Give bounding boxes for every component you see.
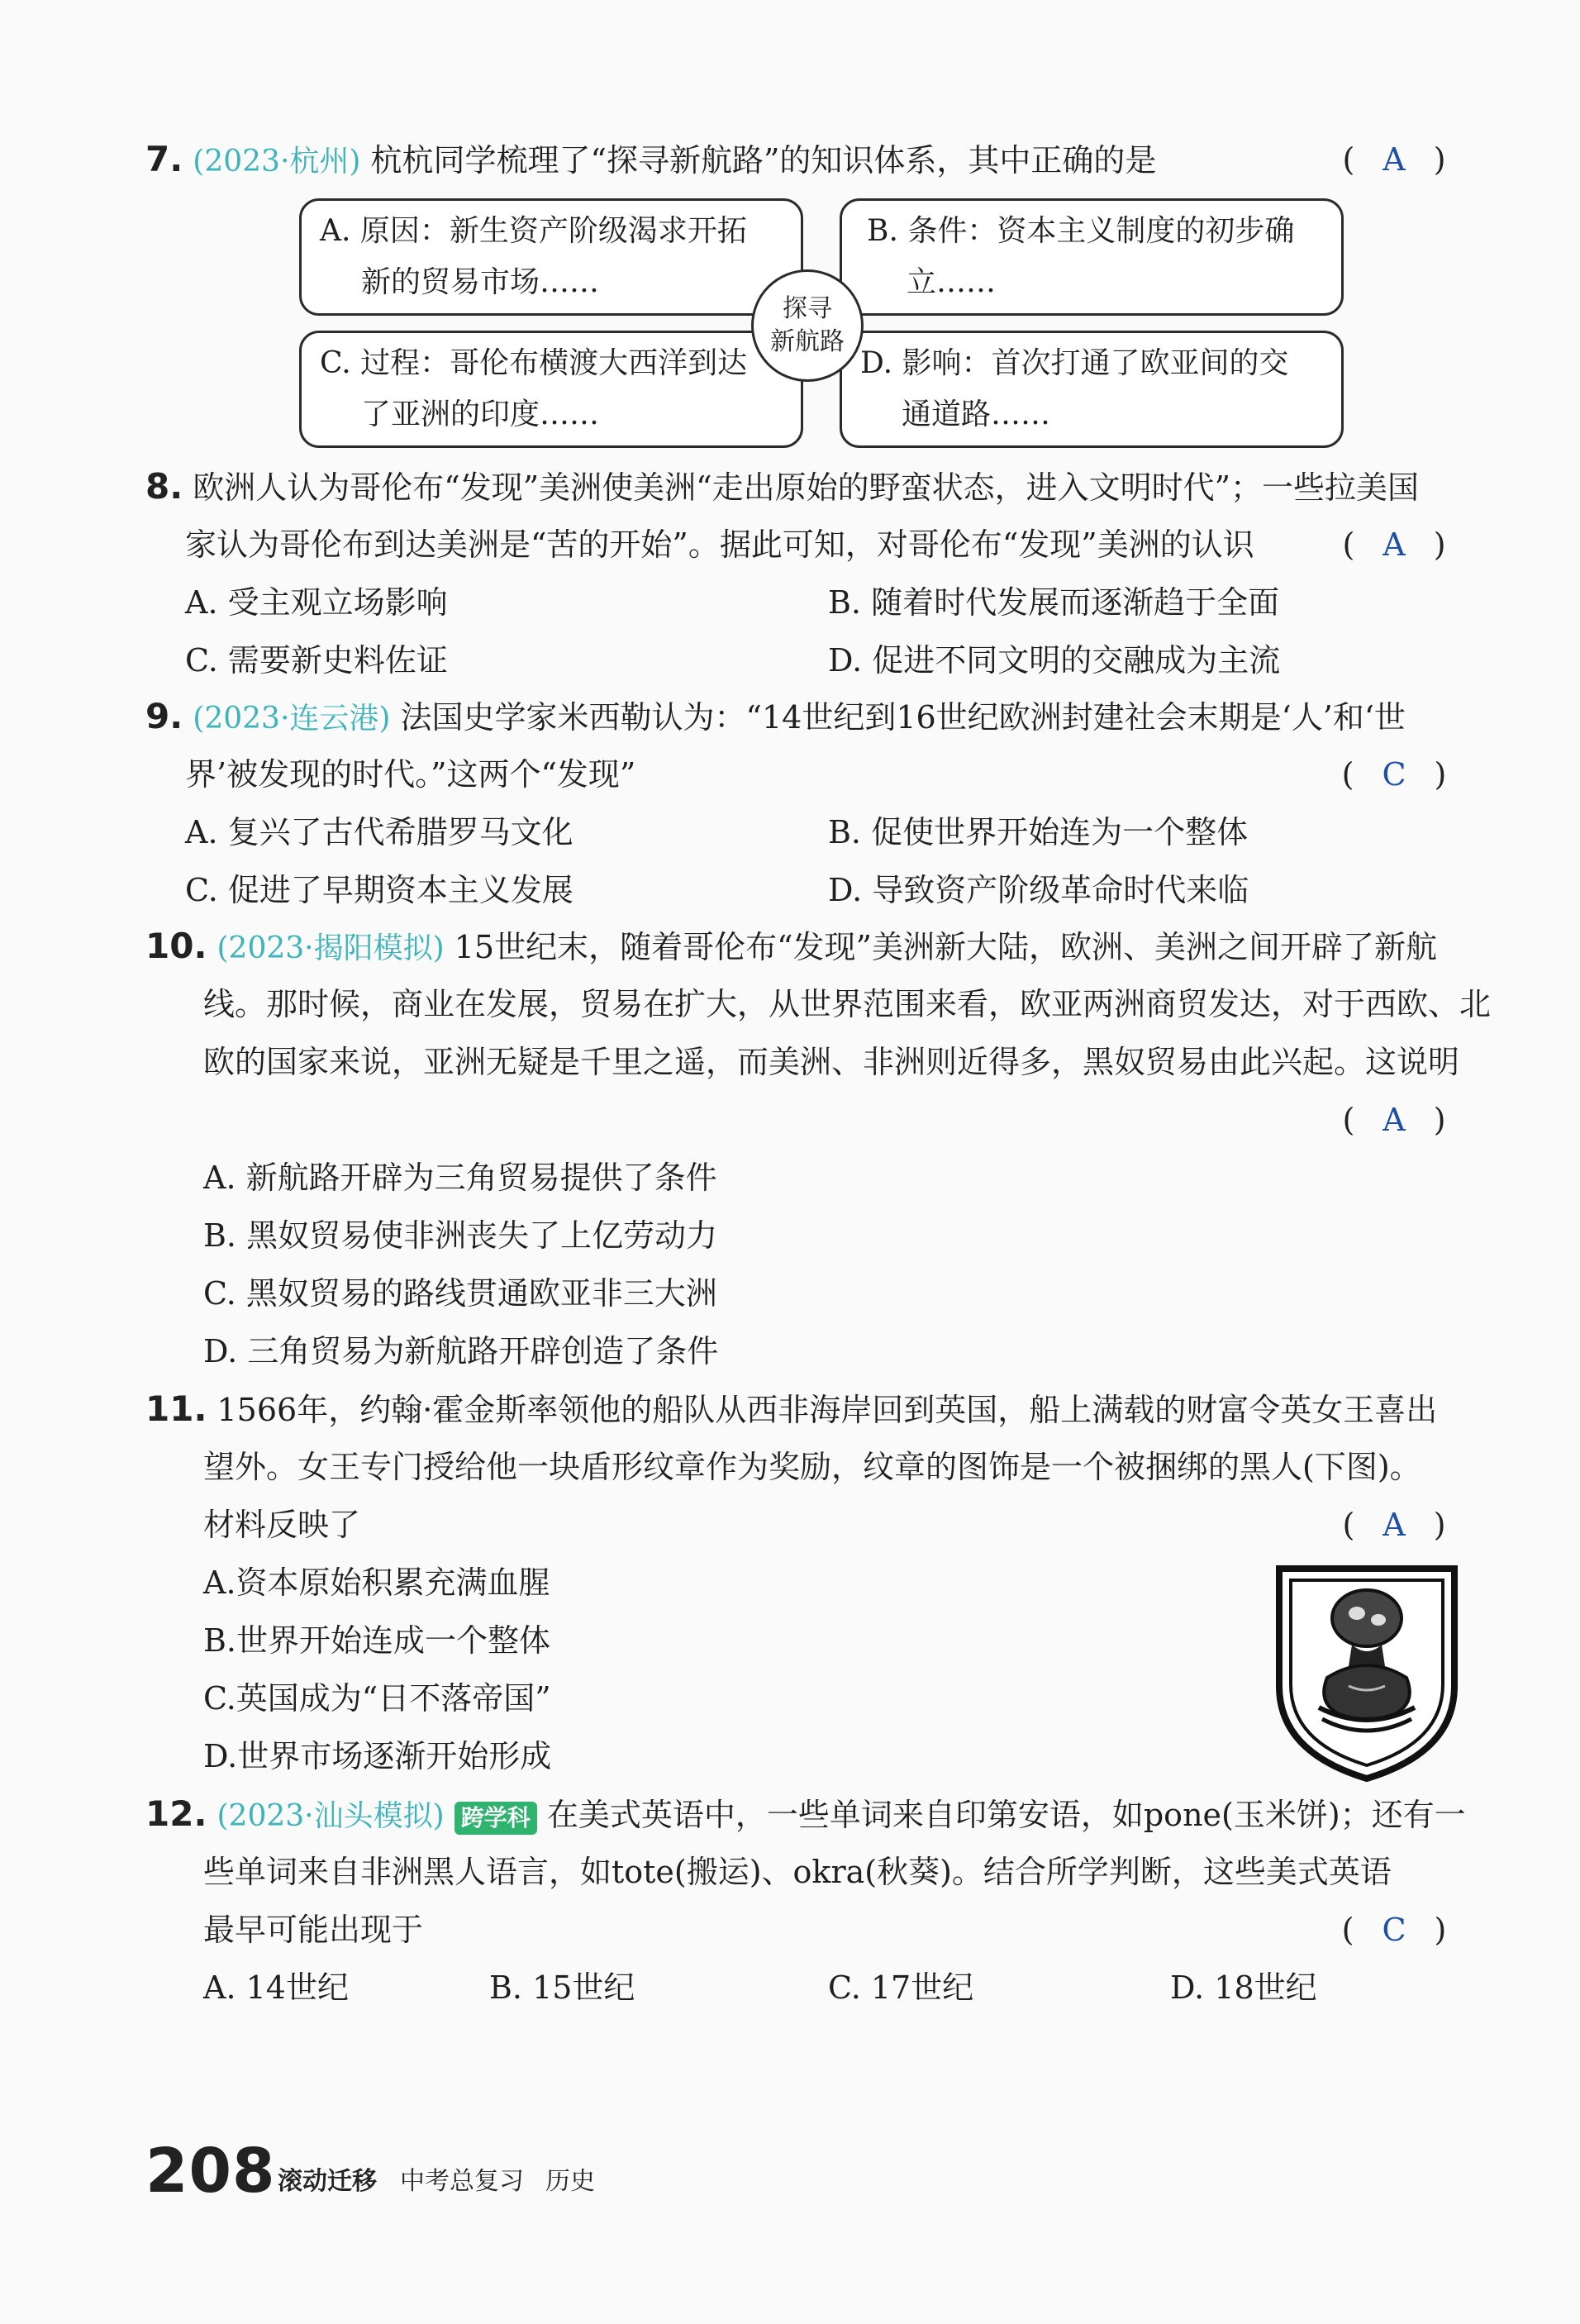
option-a: A.资本原始积累充满血腥 — [203, 1564, 550, 1601]
question-number: 9. — [145, 696, 183, 736]
question-number: 8. — [145, 466, 183, 507]
question-text: 在美式英语中，一些单词来自印第安语，如pone(玉米饼)；还有一 — [546, 1797, 1466, 1833]
subject-label: 历史 — [545, 2167, 595, 2196]
question-12-line-2 — [203, 1846, 1392, 1898]
diagram-box-c — [299, 331, 803, 448]
question-text: 家认为哥伦布到达美洲是“苦的开始”。据此可知，对哥伦布“发现”美洲的认识 — [185, 526, 1254, 563]
option-b: B. 促使世界开始连为一个整体 — [828, 814, 1249, 850]
diagram-text: A. 原因：新生资产阶级渴求开拓 — [320, 214, 747, 248]
answer-bracket: ( A ) — [1342, 1102, 1446, 1138]
question-text: 最早可能出现于 — [203, 1912, 424, 1948]
option-d: D. 三角贸易为新航路开辟创造了条件 — [203, 1333, 719, 1369]
option-c: C. 黑奴贸易的路线贯通欧亚非三大洲 — [203, 1275, 717, 1312]
answer-bracket: ( A ) — [1342, 141, 1446, 178]
question-10-line-3 — [203, 1036, 1459, 1088]
answer-bracket: ( A ) — [1342, 526, 1446, 563]
diagram-box-d — [840, 331, 1344, 448]
question-text: 1566年，约翰·霍金斯率领他的船队从西非海岸回到英国，船上满载的财富令英女王喜出 — [217, 1392, 1438, 1428]
question-number: 10. — [145, 926, 207, 966]
question-text: 15世纪末，随着哥伦布“发现”美洲新大陆，欧洲、美洲之间开辟了新航 — [454, 929, 1437, 965]
diagram-text: 新的贸易市场…… — [361, 265, 600, 299]
option-b: B.世界开始连成一个整体 — [203, 1622, 551, 1659]
answer-letter: A — [1382, 526, 1406, 563]
option-a: A. 新航路开辟为三角贸易提供了条件 — [203, 1160, 717, 1196]
question-11-line-1 — [145, 1383, 1437, 1435]
answer-letter: A — [1382, 1507, 1406, 1543]
question-text: 些单词来自非洲黑人语言，如tote(搬运)、okra(秋葵)。结合所学判断，这些美式英语 — [203, 1854, 1392, 1890]
diagram-box-b — [840, 198, 1344, 316]
question-text: 线。那时候，商业在发展，贸易在扩大，从世界范围来看，欧亚两洲商贸发达，对于西欧、北 — [203, 986, 1492, 1022]
question-7-stem — [145, 134, 1156, 185]
question-text: 法国史学家米西勒认为：“14世纪到16世纪欧洲封建社会末期是‘人’和‘世 — [400, 699, 1406, 736]
question-text: 欧的国家来说，亚洲无疑是千里之遥，而美洲、非洲则近得多，黑奴贸易由此兴起。这说明 — [203, 1044, 1460, 1080]
question-12-line-1 — [145, 1788, 1466, 1840]
answer-bracket: ( C ) — [1341, 1912, 1447, 1948]
question-10-line-2 — [203, 979, 1491, 1030]
question-text: 杭杭同学梳理了“探寻新航路”的知识体系，其中正确的是 — [370, 142, 1157, 179]
diagram-text: 通道路…… — [902, 398, 1051, 431]
question-number: 12. — [145, 1793, 207, 1834]
answer-letter: C — [1382, 756, 1406, 793]
option-d: D. 18世纪 — [1170, 1969, 1317, 2006]
question-11-line-2 — [203, 1441, 1421, 1493]
question-9-line-1 — [145, 691, 1406, 742]
hub-text: 探寻 — [783, 294, 832, 323]
option-a: A. 复兴了古代希腊罗马文化 — [185, 814, 573, 850]
diagram-text: 了亚洲的印度…… — [361, 398, 600, 431]
question-source: (2023·汕头模拟) — [217, 1799, 445, 1833]
question-9-line-2 — [185, 749, 635, 800]
option-a: A. 14世纪 — [203, 1969, 349, 2006]
question-source: (2023·揭阳模拟) — [217, 931, 445, 965]
option-c: C.英国成为“日不落帝国” — [203, 1680, 551, 1717]
book-title: 中考总复习 — [400, 2167, 524, 2196]
series-title: 滚动迁移 — [278, 2167, 377, 2196]
answer-letter: A — [1382, 1102, 1406, 1138]
diagram-text: D. 影响：首次打通了欧亚间的交 — [860, 346, 1289, 380]
page-number: 208 — [145, 2136, 276, 2207]
option-d: D.世界市场逐渐开始形成 — [203, 1738, 552, 1774]
question-8-line-1 — [145, 461, 1419, 512]
question-text: 欧洲人认为哥伦布“发现”美洲使美洲“走出原始的野蛮状态，进入文明时代”；一些拉美国 — [193, 469, 1419, 506]
cross-discipline-tag: 跨学科 — [454, 1802, 537, 1835]
question-source: (2023·连云港) — [193, 702, 391, 736]
question-8-line-2 — [185, 519, 1254, 570]
answer-bracket: ( A ) — [1342, 1507, 1446, 1543]
option-c: C. 17世纪 — [828, 1969, 974, 2006]
option-a: A. 受主观立场影响 — [185, 584, 448, 621]
question-text: 界’被发现的时代。”这两个“发现” — [185, 756, 636, 793]
option-d: D. 促进不同文明的交融成为主流 — [828, 642, 1281, 679]
option-d: D. 导致资产阶级革命时代来临 — [828, 872, 1249, 908]
option-c: C. 促进了早期资本主义发展 — [185, 872, 573, 908]
question-number: 11. — [145, 1388, 207, 1429]
diagram-text: 立…… — [907, 265, 997, 299]
diagram-text: B. 条件：资本主义制度的初步确 — [867, 214, 1295, 248]
answer-letter: A — [1382, 141, 1406, 178]
diagram-box-a — [299, 198, 803, 316]
question-10-line-1 — [145, 921, 1437, 972]
question-number: 7. — [145, 139, 183, 179]
question-source: (2023·杭州) — [193, 145, 361, 179]
diagram-hub — [751, 269, 864, 382]
answer-letter: C — [1382, 1912, 1406, 1948]
question-11-line-3 — [203, 1499, 360, 1550]
question-12-line-3 — [203, 1904, 423, 1955]
diagram-text: C. 过程：哥伦布横渡大西洋到达 — [320, 346, 748, 380]
question-text: 材料反映了 — [203, 1507, 361, 1543]
hub-text: 新航路 — [770, 327, 845, 356]
question-text: 望外。女王专门授给他一块盾形纹章作为奖励，纹章的图饰是一个被捆绑的黑人(下图)。 — [203, 1449, 1421, 1485]
option-b: B. 黑奴贸易使非洲丧失了上亿劳动力 — [203, 1217, 718, 1254]
option-b: B. 随着时代发展而逐渐趋于全面 — [828, 584, 1280, 621]
option-b: B. 15世纪 — [489, 1969, 635, 2006]
option-c: C. 需要新史料佐证 — [185, 642, 448, 679]
coat-of-arms-shield-image — [1271, 1562, 1463, 1785]
answer-bracket: ( C ) — [1341, 756, 1447, 793]
